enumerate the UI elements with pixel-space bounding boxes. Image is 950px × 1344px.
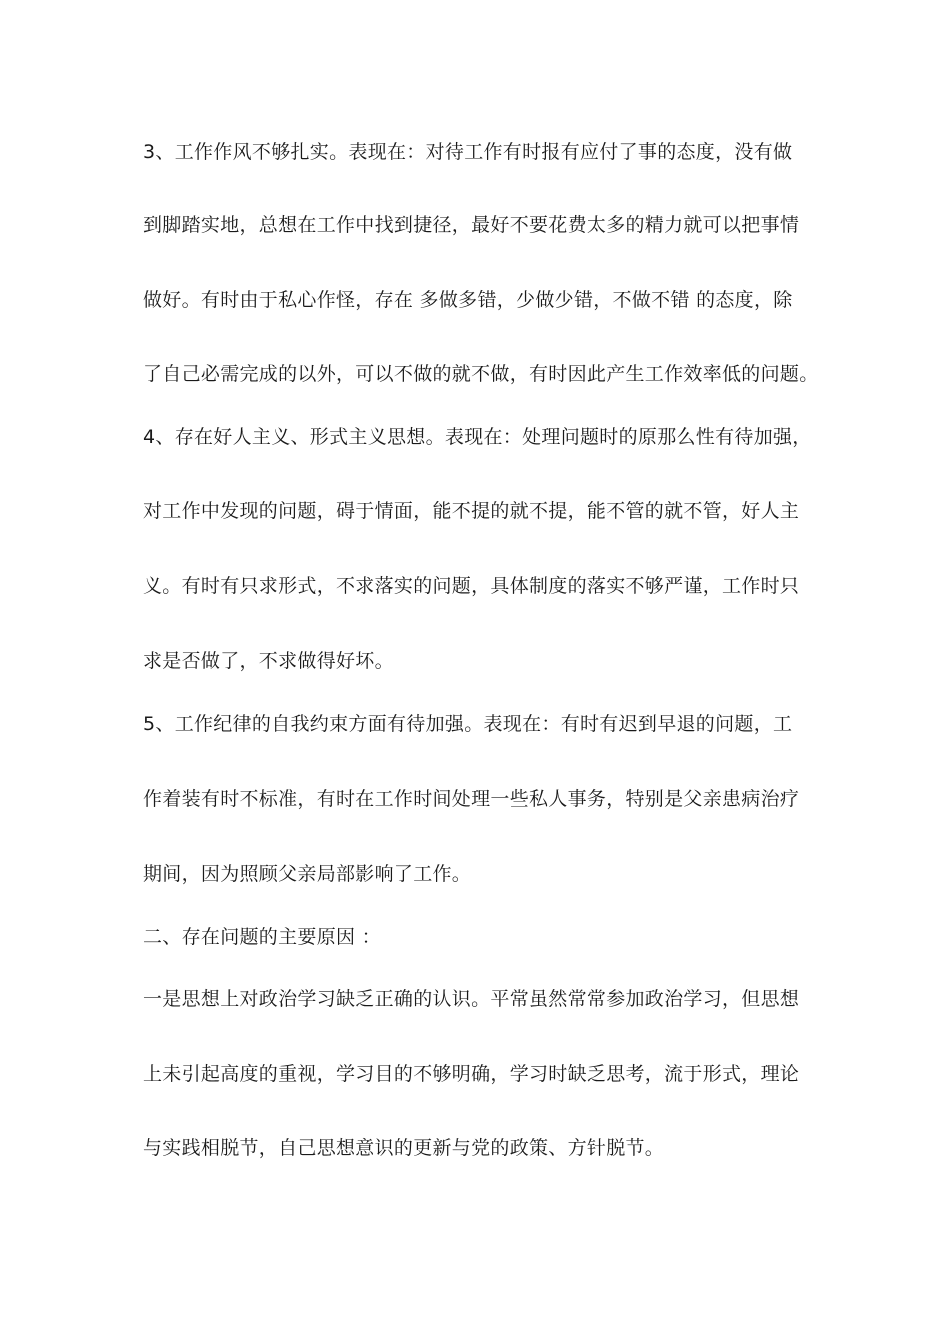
text-line-10: 作着装有时不标准，有时在工作时间处理一些私人事务，特别是父亲患病治疗 [143, 788, 800, 810]
text-line-3: 做好。有时由于私心作怪，存在 多做多错，少做少错，不做不错 的态度，除 [143, 289, 793, 311]
text-line-15: 与实践相脱节，自己思想意识的更新与党的政策、方针脱节。 [143, 1137, 665, 1159]
text-line-6: 对工作中发现的问题，碍于情面，能不提的就不提，能不管的就不管，好人主 [143, 500, 800, 522]
text-line-11: 期间，因为照顾父亲局部影响了工作。 [143, 863, 472, 885]
text-line-14: 上未引起高度的重视，学习目的不够明确，学习时缺乏思考，流于形式，理论 [143, 1063, 800, 1085]
text-line-4: 了自己必需完成的以外，可以不做的就不做，有时因此产生工作效率低的问题。 [143, 363, 819, 385]
text-line-1: 3、工作作风不够扎实。表现在：对待工作有时报有应付了事的态度，没有做 [143, 141, 793, 163]
text-line-13: 一是思想上对政治学习缺乏正确的认识。平常虽然常常参加政治学习，但思想 [143, 988, 800, 1010]
text-line-9: 5、工作纪律的自我约束方面有待加强。表现在：有时有迟到早退的问题，工 [143, 713, 793, 735]
text-line-7: 义。有时有只求形式，不求落实的问题，具体制度的落实不够严谨，工作时只 [143, 575, 800, 597]
section-heading: 二、存在问题的主要原因 ： [143, 926, 381, 948]
text-line-5: 4、存在好人主义、形式主义思想。表现在：处理问题时的原那么性有待加强， [143, 426, 812, 448]
text-line-2: 到脚踏实地，总想在工作中找到捷径，最好不要花费太多的精力就可以把事情 [143, 214, 800, 236]
text-line-8: 求是否做了，不求做得好坏。 [143, 650, 394, 672]
